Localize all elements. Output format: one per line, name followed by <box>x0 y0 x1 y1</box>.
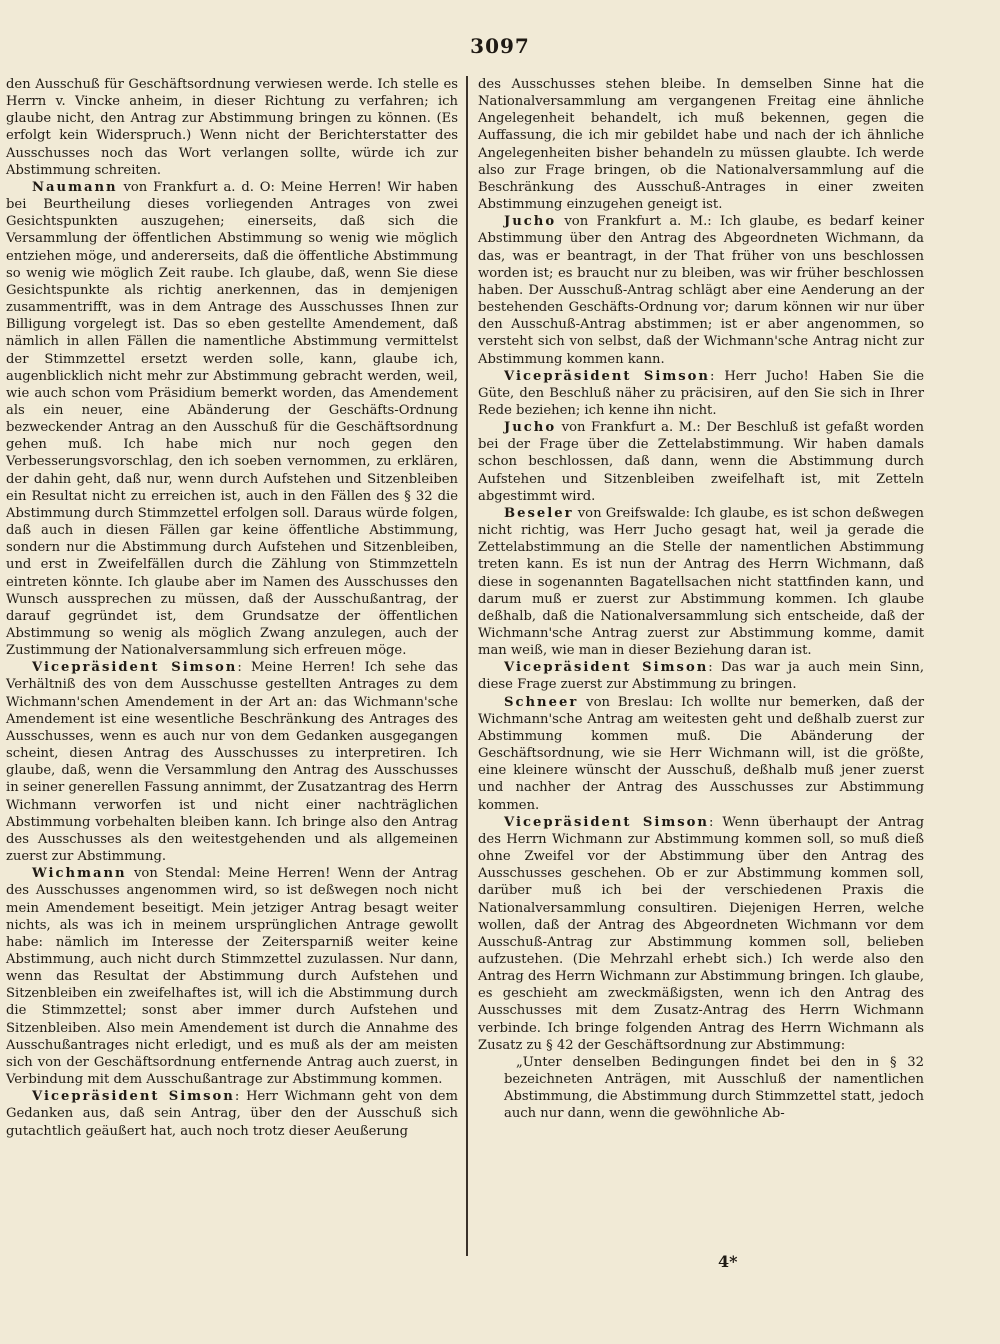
speech-text: von Frankfurt a. M.: Ich glaube, es bedarf keiner Abstimmung über den Antrag des Abgeordneten Wichmann, da das, was er beantragt, in der That früher von uns beschlossen worden ist; es braucht nur zu bleiben, was wir früher beschlossen haben. Der Ausschuß-Antrag schlägt aber eine Aenderung an der bestehenden Geschäfts-Ordnung vor; darum können wir nur über den Ausschuß-Antrag abstimmen; ist er aber angenommen, so versteht sich von selbst, daß der Wichmann'sche Antrag nicht zur Abstimmung kommen kann. <box>478 214 924 367</box>
left-column <box>6 76 458 1140</box>
speaker-name: Vicepräsident Simson <box>504 368 710 384</box>
speaker-name: Vicepräsident Simson <box>504 660 709 676</box>
speech-text: von Frankfurt a. M.: Der Beschluß ist gefaßt worden bei der Frage über die Zettelabstimmung. Wir haben damals schon beschlossen, daß dann, wenn die Abstimmung durch Aufstehen und Sitzenbleiben zweifelhaft ist, mit Zetteln abgestimmt wird. <box>478 420 924 504</box>
speech-paragraph <box>478 814 924 1054</box>
speaker-name: Beseler <box>504 505 574 521</box>
continued-paragraph: des Ausschusses stehen bleibe. In demselben Sinne hat die Nationalversammlung am vergangenen Freitag eine ähnliche Angelegenheit behandelt, ich muß bekennen, gegen die Auffassung, die ich mir gebildet habe und nach der ich ähnliche Angelegenheiten bisher behandeln zu müssen glaubte. Ich werde also zur Frage bringen, ob die Nationalversammlung auf die Beschränkung des Ausschuß-Antrages in einer zweiten Abstimmung einzugehen geneigt ist. <box>478 77 924 213</box>
speech-paragraph <box>478 659 924 693</box>
speech-paragraph <box>6 1088 458 1139</box>
speech-text: : Herr Jucho! Haben Sie die Güte, den Beschluß näher zu präcisiren, auf den Sie sich in Ihrer Rede beziehen; ich kenne ihn nicht. <box>478 368 924 418</box>
speech-text: von Stendal: Meine Herren! Wenn der Antrag des Ausschusses angenommen wird, so ist deßwegen noch nicht mein Amendement beseitigt. Mein jetziger Antrag besagt weiter nichts, als was ich in meinem ursprünglichen Antrage gewollt habe: nämlich im Interesse der Zeitersparniß weiter keine Abstimmung, auch nicht durch Stimmzettel zuzulassen. Nur dann, wenn das Resultat der Abstimmung durch Aufstehen und Sitzenbleiben ein zweifelhaftes ist, will ich die Abstimmung durch die Stimmzettel; sonst aber immer durch Aufstehen und Sitzenbleiben. Also mein Amendement ist durch die Annahme des Ausschußantrages nicht erledigt, und es muß als der am meisten sich von der Geschäftsordnung entfernende Antrag auch zuerst, in Verbindung mit dem Ausschußantrage zur Abstimmung kommen. <box>6 866 458 1088</box>
speech-text: von Breslau: Ich wollte nur bemerken, daß der Wichmann'sche Antrag am weitesten geht und deßhalb zuerst zur Abstimmung kommen muß. Die Abänderung der Geschäftsordnung, wie sie Herr Wichmann will, ist die größte, eine kleinere wünscht der Ausschuß, deßhalb muß jener zuerst und nachher der Antrag des Ausschusses zur Abstimmung kommen. <box>478 694 924 813</box>
speech-paragraph <box>478 505 924 659</box>
continued-paragraph: den Ausschuß für Geschäftsordnung verwiesen werde. Ich stelle es Herrn v. Vincke anheim, in dieser Richtung zu verfahren; ich glaube nicht, den Antrag zur Abstimmung bringen zu können. (Es erfolgt kein Widerspruch.) Wenn nicht der Berichterstatter des Ausschusses noch das Wort verlangen sollte, würde ich zur Abstimmung schreiten. <box>6 77 458 178</box>
speech-paragraph <box>478 419 924 505</box>
speech-text: von Frankfurt a. d. O: Meine Herren! Wir haben bei Beurtheilung dieses vorliegenden Antrages von zwei Gesichtspunkten auszugehen; einerseits, daß sich die Versammlung der öffentlichen Abstimmung so wenig wie möglich entziehen möge, und andererseits, daß die öffentliche Abstimmung so wenig wie möglich Zeit raube. Ich glaube, daß, wenn Sie diese Gesichtspunkte als richtig anerkennen, das in demjenigen zusammentrifft, was in dem Antrage des Ausschusses Ihnen zur Billigung vorgelegt ist. Das so eben gestellte Amendement, daß nämlich in allen Fällen die namentliche Abstimmung vermittelst der Stimmzettel ersetzt werden solle, kann, glaube ich, augenblicklich nicht mehr zur Abstimmung gebracht werden, weil, wie auch schon vom Präsidium bemerkt worden, das Amendement als ein neuer, eine Abänderung der Geschäfts-Ordnung bezweckender Antrag an den Ausschuß für die Geschäftsordnung gehen muß. Ich habe mich nur noch gegen den Verbesserungsvorschlag, den ich soeben vernommen, zu erklären, der dahin geht, daß nur, wenn durch Aufstehen und Sitzenbleiben ein Resultat nicht zu erreichen ist, auch in den Fällen des § 32 die Abstimmung durch Stimmzettel erfolgen soll. Daraus würde folgen, daß auch in diesen Fällen gar keine öffentliche Abstimmung, sondern nur die Abstimmung durch Aufstehen und Sitzenbleiben, und erst in Zweifelfällen durch die Zählung von Stimmzetteln eintreten könnte. Ich glaube aber im Namen des Ausschusses den Wunsch aussprechen zu müssen, daß der Ausschußantrag, der darauf gegründet ist, dem Grundsatze der öffentlichen Abstimmung so wenig als möglich Zwang anzulegen, auch der Zustimmung der Nationalversammlung sich erfreuen möge. <box>6 179 458 659</box>
column-divider <box>466 76 468 1256</box>
speech-paragraph <box>478 368 924 419</box>
speaker-name: Vicepräsident Simson <box>32 660 238 676</box>
speech-text: : Wenn überhaupt der Antrag des Herrn Wichmann zur Abstimmung kommen soll, so muß dieß ohne Zweifel vor der Abstimmung über den Antrag des Ausschusses geschehen. Ob er zur Abstimmung kommen soll, darüber muß ich bei der verschiedenen Praxis die Nationalversammlung consultiren. Diejenigen Herren, welche wollen, daß der Antrag des Abgeordneten Wichmann vor dem Ausschuß-Antrag zur Abstimmung kommen soll, belieben aufzustehen. (Die Mehrzahl erhebt sich.) Ich werde also den Antrag des Herrn Wichmann zur Abstimmung bringen. Ich glaube, es geschieht am zweckmäßigsten, wenn ich den Antrag des Ausschusses mit dem Zusatz-Antrag des Herrn Wichmann verbinde. Ich bringe folgenden Antrag des Herrn Wichmann als Zusatz zu § 42 der Geschäftsordnung zur Abstimmung: <box>478 814 924 1053</box>
speaker-name: Vicepräsident Simson <box>32 1089 235 1105</box>
speech-paragraph <box>6 865 458 1088</box>
speech-text: : Das war ja auch mein Sinn, diese Frage zuerst zur Abstimmung zu bringen. <box>478 660 924 693</box>
speaker-name: Schneer <box>504 694 579 710</box>
speaker-name: Wichmann <box>32 866 127 882</box>
speech-text: von Greifswalde: Ich glaube, es ist schon deßwegen nicht richtig, was Herr Jucho gesagt hat, weil ja gerade die Zettelabstimmung an die Stelle der namentlichen Abstimmung treten kann. Es ist nun der Antrag des Herrn Wichmann, daß diese in sogenannten Bagatellsachen nicht stattfinden kann, und darum muß er zuerst zur Abstimmung kommen. Ich glaube deßhalb, daß die Nationalversammlung sich entscheide, daß der Wichmann'sche Antrag zuerst zur Abstimmung komme, damit man weiß, wie man in dieser Beziehung daran ist. <box>478 505 924 659</box>
speech-paragraph <box>478 213 924 367</box>
page-number: 3097 <box>470 34 530 58</box>
speaker-name: Jucho <box>504 214 557 230</box>
speech-text: : Meine Herren! Ich sehe das Verhältniß des von dem Ausschusse gestellten Antrages zu dem Wichmann'schen Amendement in der Art an: das Wichmann'sche Amendement ist eine wesentliche Beschränkung des Antrages des Ausschusses, wenn es auch nur von dem Gedanken ausgegangen scheint, diesen Antrag des Ausschusses zu interpretiren. Ich glaube, daß, wenn die Versammlung den Antrag des Ausschusses in seiner generellen Fassung annimmt, der Zusatzantrag des Herrn Wichmann verworfen ist und nicht einer nachträglichen Abstimmung vorbehalten bleiben kann. Ich bringe also den Antrag des Ausschusses als den weitestgehenden und als allgemeinen zuerst zur Abstimmung. <box>6 660 458 865</box>
quoted-motion: „Unter denselben Bedingungen findet bei den in § 32 bezeichneten Anträgen, mit Ausschluß der namentlichen Abstimmung, die Abstimmung durch Stimmzettel statt, jedoch auch nur dann, wenn die gewöhnliche Ab- <box>504 1054 924 1122</box>
speech-paragraph <box>6 659 458 865</box>
sheet-signature: 4* <box>718 1252 738 1271</box>
speech-text: : Herr Wichmann geht von dem Gedanken aus, daß sein Antrag, über den der Ausschuß sich gutachtlich geäußert hat, auch noch trotz dieser Aeußerung <box>6 1089 459 1139</box>
speaker-name: Jucho <box>504 420 557 436</box>
speaker-name: Vicepräsident Simson <box>504 814 709 830</box>
speech-paragraph <box>6 179 458 659</box>
speech-paragraph <box>478 694 924 814</box>
right-column <box>478 76 924 1123</box>
speaker-name: Naumann <box>32 179 118 195</box>
